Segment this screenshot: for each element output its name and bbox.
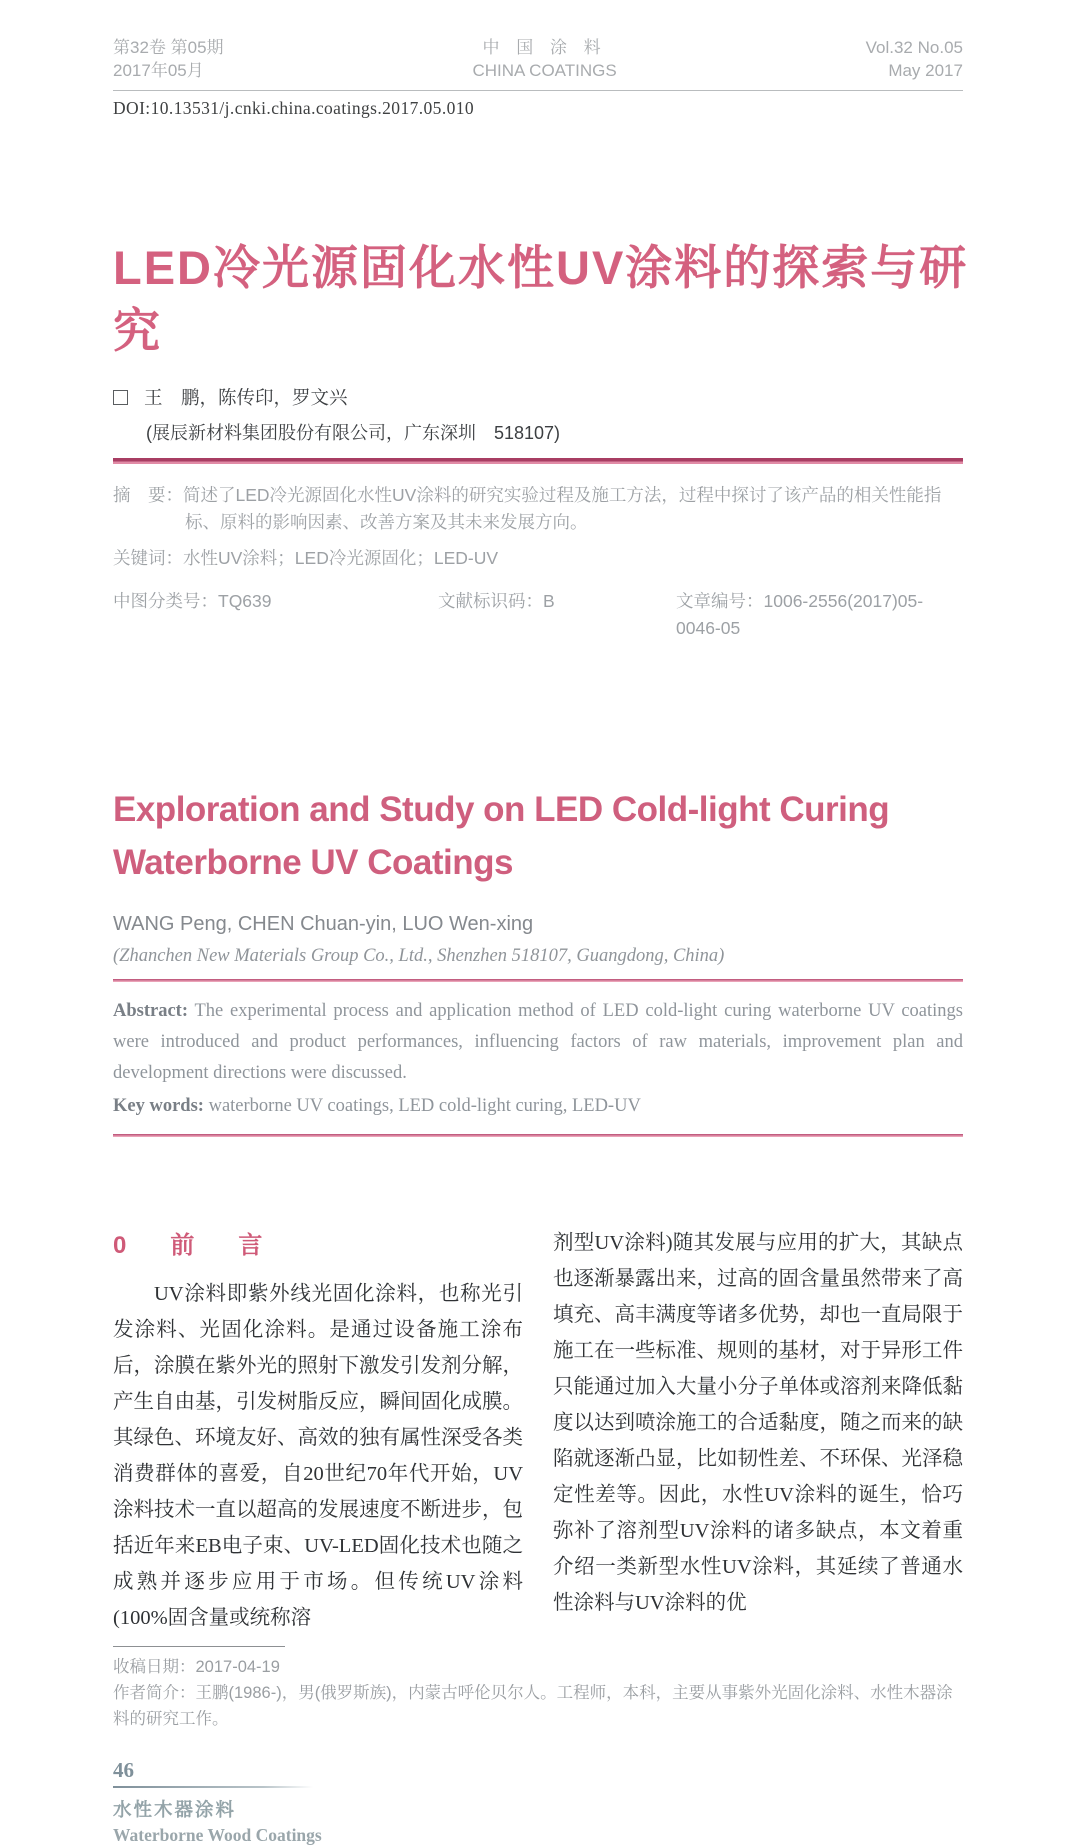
article-id — [676, 588, 963, 642]
document-code — [438, 588, 676, 642]
footer-rule — [113, 1786, 313, 1788]
abstract-en-label: Abstract: — [113, 1001, 189, 1021]
article-id-value: 1006-2556(2017)05-0046-05 — [676, 591, 924, 638]
footnote-block — [113, 1646, 963, 1732]
pink-divider-thin-top — [113, 979, 963, 982]
article-id-label: 文章编号： — [676, 591, 764, 611]
author-bio — [113, 1680, 963, 1732]
authors-cn: 王 鹏，陈传印，罗文兴 — [144, 387, 348, 408]
keywords-en-label: Key words: — [113, 1096, 204, 1116]
author-marker-icon — [113, 390, 128, 405]
footnote-rule — [113, 1646, 285, 1647]
affiliation-cn: (展辰新材料集团股份有限公司，广东深圳 518107) — [146, 423, 561, 443]
author-bio-text: 王鹏(1986-)，男(俄罗斯族)，内蒙古呼伦贝尔人。工程师，本科，主要从事紫外光固化涂料、水性木器涂料的研究工作。 — [113, 1684, 953, 1728]
body-column-right — [553, 1225, 963, 1636]
abstract-cn-block — [113, 482, 963, 642]
abstract-en-text: The experimental process and application method of LED cold-light curing waterborne UV coatings were introduced and product performances, influencing factors of raw materials, improvement plan and development directions were discussed. — [113, 1001, 963, 1083]
page-footer — [113, 1758, 963, 1846]
body-paragraph-right: 剂型UV涂料)随其发展与应用的扩大，其缺点也逐渐暴露出来，过高的固含量虽然带来了高填充、高丰满度等诸多优势，却也一直局限于施工在一些标准、规则的基材，对于异形工件只能通过加入大量小分子单体或溶剂来降低黏度以达到喷涂施工的合适黏度，随之而来的缺陷就逐渐凸显，比如韧性差、不环保、光泽稳定性差等。因此，水性UV涂料的诞生，恰巧弥补了溶剂型UV涂料的诸多缺点，本文着重介绍一类新型水性UV涂料，其延续了普通水性涂料与UV涂料的优 — [553, 1232, 963, 1614]
article-title-en: Exploration and Study on LED Cold-light Curing Waterborne UV Coatings — [113, 790, 890, 882]
date-cn: 2017年05月 — [113, 61, 204, 80]
authors-cn-row — [113, 384, 963, 410]
authors-en: WANG Peng, CHEN Chuan-yin, LUO Wen-xing — [113, 913, 534, 935]
page-number: 46 — [113, 1758, 134, 1782]
journal-issue-en — [866, 36, 963, 82]
article-title-cn: LED冷光源固化水性UV涂料的探索与研究 — [113, 241, 969, 357]
received-date — [113, 1654, 963, 1680]
journal-issue-cn — [113, 36, 224, 82]
body-paragraph-left: UV涂料即紫外线光固化涂料，也称光引发涂料、光固化涂料。是通过设备施工涂布后，涂膜在紫外光的照射下激发引发剂分解，产生自由基，引发树脂反应，瞬间固化成膜。其绿色、环境友好、高效的独有属性深受各类消费群体的喜爱，自20世纪70年代开始，UV涂料技术一直以超高的发展速度不断进步，包括近年来EB电子束、UV-LED固化技术也随之成熟并逐步应用于市场。但传统UV涂料(100%固含量或统称溶 — [113, 1283, 523, 1629]
section-heading: 0 前 言 — [113, 1232, 273, 1259]
keywords-en — [113, 1091, 963, 1122]
doi-line: DOI:10.13531/j.cnki.china.coatings.2017.05.010 — [113, 98, 475, 118]
volume-issue-cn: 第32卷 第05期 — [113, 38, 224, 57]
abstract-en — [113, 996, 963, 1089]
keywords-cn — [113, 545, 963, 572]
classification-row — [113, 588, 963, 642]
keywords-en-text: waterborne UV coatings, LED cold-light curing, LED-UV — [203, 1096, 641, 1116]
pink-divider-thick — [113, 458, 963, 464]
body-columns — [113, 1225, 963, 1636]
journal-name-en: CHINA COATINGS — [472, 61, 617, 80]
abstract-cn-text: 简述了LED冷光源固化水性UV涂料的研究实验过程及施工方法，过程中探讨了该产品的相关性能指标、原料的影响因素、改善方案及其未来发展方向。 — [183, 485, 942, 532]
keywords-cn-label: 关键词： — [113, 548, 183, 568]
volume-issue-en: Vol.32 No.05 — [865, 38, 963, 57]
abstract-en-block — [113, 996, 963, 1122]
keywords-cn-text: 水性UV涂料；LED冷光源固化；LED-UV — [183, 548, 499, 568]
doc-code-label: 文献标识码： — [438, 591, 543, 611]
doc-code-value: B — [543, 591, 555, 611]
author-bio-label: 作者简介： — [113, 1684, 196, 1702]
column-name-cn: 水性木器涂料 — [113, 1799, 237, 1820]
journal-name — [472, 36, 616, 82]
affiliation-en: (Zhanchen New Materials Group Co., Ltd., Shenzhen 518107, Guangdong, China) — [113, 946, 725, 966]
clc-value: TQ639 — [218, 591, 272, 611]
clc-number — [113, 588, 438, 642]
abstract-cn — [113, 482, 968, 536]
body-column-left — [113, 1225, 523, 1636]
date-en: May 2017 — [888, 61, 963, 80]
received-date-label: 收稿日期： — [113, 1658, 196, 1676]
pink-divider-thin-bottom — [113, 1134, 963, 1137]
journal-name-cn: 中 国 涂 料 — [482, 38, 607, 57]
journal-header — [113, 36, 963, 91]
abstract-cn-label: 摘 要： — [113, 485, 183, 505]
clc-label: 中图分类号： — [113, 591, 218, 611]
column-name-en: Waterborne Wood Coatings — [113, 1825, 322, 1845]
received-date-value: 2017-04-19 — [195, 1658, 280, 1676]
